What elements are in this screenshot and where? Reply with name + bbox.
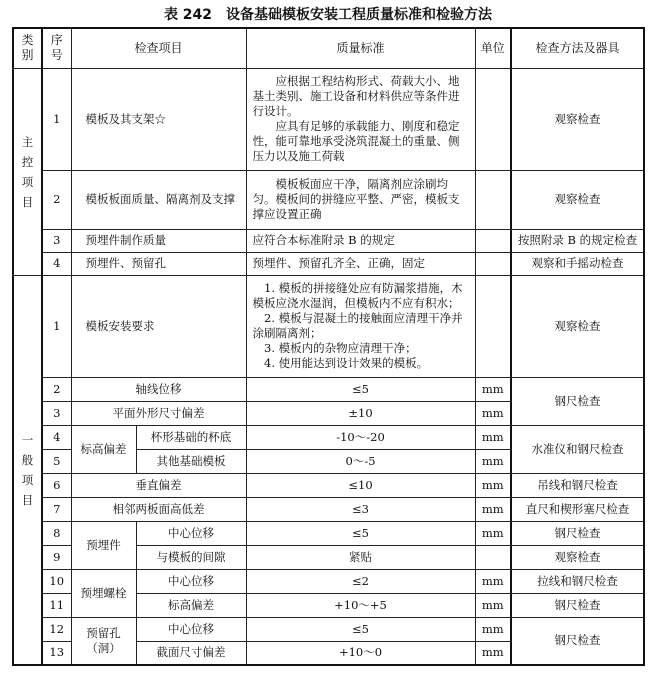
row-item: 预埋件、预留孔: [71, 252, 246, 275]
row-unit: mm: [475, 617, 511, 641]
row-method: 钢尺检查: [511, 593, 644, 617]
row-seq: 13: [42, 641, 71, 665]
row-unit: [475, 170, 511, 229]
table-number: 表 242: [163, 7, 213, 23]
category-char: 主: [21, 134, 34, 149]
category-char: 目: [21, 194, 34, 209]
standard-line: 应根据工程结构形式、荷载大小、地基土类别、施工设备和材料供应等条件进行设计。: [252, 74, 460, 118]
category-char: 一: [21, 432, 34, 447]
table-row: [13, 521, 644, 545]
row-subitem: 中心位移: [136, 521, 246, 545]
row-unit: mm: [475, 593, 511, 617]
row-seq: 11: [42, 593, 71, 617]
category-char: 控: [21, 154, 34, 169]
row-subitem: 截面尺寸偏差: [136, 641, 246, 665]
row-item: 模板安装要求: [71, 275, 246, 377]
row-unit: [475, 229, 511, 252]
row-standard: 应符合本标准附录 B 的规定: [246, 229, 475, 252]
row-method: 直尺和楔形塞尺检查: [511, 497, 644, 521]
row-item: 轴线位移: [71, 377, 246, 401]
row-seq: 3: [42, 401, 71, 425]
row-seq: 4: [42, 425, 71, 449]
row-seq: 2: [42, 170, 71, 229]
row-seq: 1: [42, 275, 71, 377]
table-row: [13, 252, 644, 275]
row-method: 观察和手摇动检查: [511, 252, 644, 275]
category-general: [13, 275, 42, 665]
table-row: [13, 170, 644, 229]
table-row: [13, 425, 644, 449]
row-seq: 5: [42, 449, 71, 473]
standard-line: 3. 模板内的杂物应清理干净；: [264, 341, 417, 355]
row-seq: 2: [42, 377, 71, 401]
row-unit: [475, 252, 511, 275]
row-standard: +10～+5: [246, 593, 475, 617]
header-category: 类 别: [13, 28, 42, 68]
row-seq: 7: [42, 497, 71, 521]
row-subitem: 杯形基础的杯底: [136, 425, 246, 449]
category-char: 项: [21, 174, 34, 189]
table-row: [13, 497, 644, 521]
row-subitem: 与模板的间隙: [136, 545, 246, 569]
standard-line: 4. 使用能达到设计效果的模板。: [264, 356, 429, 370]
row-standard: 0～-5: [246, 449, 475, 473]
category-char: 项: [21, 472, 34, 487]
table-row: [13, 377, 644, 401]
row-method: 按照附录 B 的规定检查: [511, 229, 644, 252]
table-row: [13, 229, 644, 252]
row-subitem: 其他基础模板: [136, 449, 246, 473]
row-group: 标高偏差: [71, 425, 136, 473]
row-item: 平面外形尺寸偏差: [71, 401, 246, 425]
header-item: 检查项目: [71, 28, 246, 68]
row-standard: ±10: [246, 401, 475, 425]
row-method: 吊线和钢尺检查: [511, 473, 644, 497]
header-seq: 序 号: [42, 28, 71, 68]
row-method: 拉线和钢尺检查: [511, 569, 644, 593]
row-item: 相邻两板面高低差: [71, 497, 246, 521]
row-method: 钢尺检查: [511, 377, 644, 425]
table-title-text: 设备基础模板安装工程质量标准和检验方法: [226, 7, 493, 23]
row-standard: ≤5: [246, 377, 475, 401]
row-seq: 12: [42, 617, 71, 641]
row-subitem: 中心位移: [136, 617, 246, 641]
table-title: [0, 4, 656, 26]
row-standard: ≤2: [246, 569, 475, 593]
row-group: 预埋件: [71, 521, 136, 569]
category-char: 目: [21, 492, 34, 507]
table-row: [13, 569, 644, 593]
row-seq: 3: [42, 229, 71, 252]
header-row: [13, 28, 644, 68]
row-standard: [246, 68, 475, 170]
row-seq: 10: [42, 569, 71, 593]
header-unit: 单位: [475, 28, 511, 68]
row-standard: -10～-20: [246, 425, 475, 449]
table-row: [13, 68, 644, 170]
row-standard: ≤10: [246, 473, 475, 497]
table-row: [13, 473, 644, 497]
row-method: 观察检查: [511, 275, 644, 377]
row-subitem: 中心位移: [136, 569, 246, 593]
row-item: 预埋件制作质量: [71, 229, 246, 252]
row-method: 水准仪和钢尺检查: [511, 425, 644, 473]
standard-line: 模板板面应干净，隔离剂应涂刷均匀。模板间的拼缝应平整、严密，模板支撑应设置正确: [252, 177, 460, 221]
row-group: 预埋螺栓: [71, 569, 136, 617]
row-unit: mm: [475, 641, 511, 665]
row-standard: ≤5: [246, 617, 475, 641]
table-row: [13, 275, 644, 377]
row-unit: [475, 545, 511, 569]
row-unit: mm: [475, 425, 511, 449]
row-standard: +10～0: [246, 641, 475, 665]
row-standard: [246, 275, 475, 377]
row-method: 观察检查: [511, 170, 644, 229]
row-unit: mm: [475, 569, 511, 593]
row-method: 观察检查: [511, 545, 644, 569]
row-subitem: 标高偏差: [136, 593, 246, 617]
row-standard: [246, 170, 475, 229]
row-unit: mm: [475, 449, 511, 473]
row-unit: mm: [475, 497, 511, 521]
row-standard: 紧贴: [246, 545, 475, 569]
row-unit: mm: [475, 377, 511, 401]
standard-line: 2. 模板与混凝土的接触面应清理干净并涂刷隔离剂；: [252, 311, 463, 340]
row-standard: ≤3: [246, 497, 475, 521]
row-method: 钢尺检查: [511, 617, 644, 665]
category-char: 般: [21, 452, 34, 467]
row-item: 垂直偏差: [71, 473, 246, 497]
standard-line: 1. 模板的拼接缝处应有防漏浆措施，木模板应浇水湿润，但模板内不应有积水；: [252, 281, 463, 310]
header-method: 检查方法及器具: [511, 28, 644, 68]
row-unit: [475, 68, 511, 170]
row-seq: 9: [42, 545, 71, 569]
row-method: 钢尺检查: [511, 521, 644, 545]
row-unit: mm: [475, 401, 511, 425]
row-seq: 1: [42, 68, 71, 170]
row-standard: 预埋件、预留孔齐全、正确，固定: [246, 252, 475, 275]
row-item: 模板板面质量、隔离剂及支撑: [71, 170, 246, 229]
row-item: 模板及其支架☆: [71, 68, 246, 170]
table-row: [13, 617, 644, 641]
row-seq: 6: [42, 473, 71, 497]
row-seq: 8: [42, 521, 71, 545]
quality-standard-table: [12, 27, 645, 666]
row-unit: [475, 275, 511, 377]
row-standard: ≤5: [246, 521, 475, 545]
row-unit: mm: [475, 521, 511, 545]
row-group: 预留孔（洞）: [71, 617, 136, 665]
row-seq: 4: [42, 252, 71, 275]
row-unit: mm: [475, 473, 511, 497]
header-standard: 质量标准: [246, 28, 475, 68]
category-main: [13, 68, 42, 275]
standard-line: 应具有足够的承载能力、刚度和稳定性，能可靠地承受浇筑混凝土的重量、侧压力以及施工荷载: [252, 119, 460, 163]
row-method: 观察检查: [511, 68, 644, 170]
